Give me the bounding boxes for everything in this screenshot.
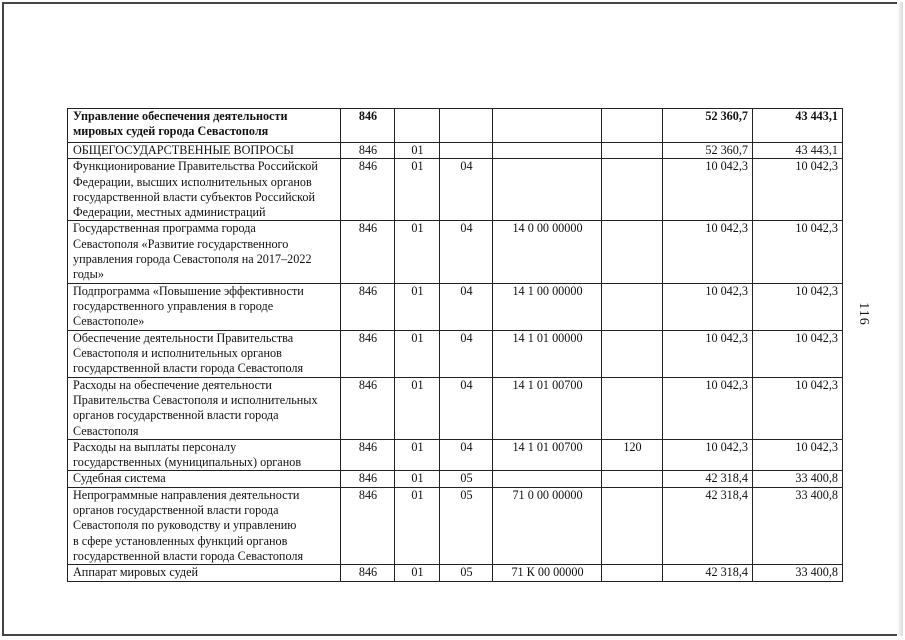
- expense-type-cell: [602, 330, 663, 377]
- code-cell: 846: [341, 109, 395, 143]
- amount-2024-cell: 33 400,8: [753, 487, 843, 564]
- code-cell: 846: [341, 330, 395, 377]
- target-code-cell: 71 К 00 00000: [493, 565, 602, 582]
- section-cell: 01: [395, 330, 440, 377]
- code-cell: 846: [341, 143, 395, 159]
- amount-2023-cell: 52 360,7: [663, 143, 753, 159]
- row-name-cell: Обеспечение деятельности Правительства Севастополя и исполнительных органов государственной власти города Севастополя: [68, 330, 341, 377]
- code-cell: 846: [341, 565, 395, 582]
- amount-2023-cell: 42 318,4: [663, 471, 753, 487]
- table-row: [68, 330, 843, 377]
- subsection-cell: [440, 109, 493, 143]
- row-name-cell: Государственная программа города Севастополя «Развитие государственного управления города Севастополя на 2017–2022 годы»: [68, 221, 341, 283]
- subsection-cell: 04: [440, 221, 493, 283]
- budget-table-body: [68, 109, 843, 582]
- section-cell: 01: [395, 159, 440, 221]
- amount-2024-cell: 43 443,1: [753, 143, 843, 159]
- subsection-cell: 04: [440, 377, 493, 439]
- expense-type-cell: [602, 565, 663, 582]
- table-row: [68, 283, 843, 330]
- target-code-cell: 14 1 00 00000: [493, 283, 602, 330]
- expense-type-cell: [602, 221, 663, 283]
- subsection-cell: 05: [440, 487, 493, 564]
- expense-type-cell: 120: [602, 439, 663, 471]
- table-row: [68, 221, 843, 283]
- expense-type-cell: [602, 159, 663, 221]
- amount-2023-cell: 10 042,3: [663, 330, 753, 377]
- section-cell: 01: [395, 439, 440, 471]
- target-code-cell: [493, 143, 602, 159]
- section-cell: 01: [395, 377, 440, 439]
- expense-type-cell: [602, 487, 663, 564]
- target-code-cell: [493, 109, 602, 143]
- row-name-cell: Управление обеспечения деятельности мировых судей города Севастополя: [68, 109, 341, 143]
- target-code-cell: [493, 471, 602, 487]
- section-cell: 01: [395, 471, 440, 487]
- subsection-cell: 04: [440, 283, 493, 330]
- expense-type-cell: [602, 109, 663, 143]
- scan-edge-shadow: [897, 2, 903, 636]
- subsection-cell: 04: [440, 330, 493, 377]
- section-cell: 01: [395, 565, 440, 582]
- target-code-cell: 71 0 00 00000: [493, 487, 602, 564]
- code-cell: 846: [341, 439, 395, 471]
- code-cell: 846: [341, 471, 395, 487]
- table-row: [68, 143, 843, 159]
- expense-type-cell: [602, 143, 663, 159]
- section-cell: [395, 109, 440, 143]
- subsection-cell: 05: [440, 471, 493, 487]
- code-cell: 846: [341, 283, 395, 330]
- subsection-cell: 04: [440, 159, 493, 221]
- table-row: [68, 159, 843, 221]
- expense-type-cell: [602, 283, 663, 330]
- code-cell: 846: [341, 487, 395, 564]
- expense-type-cell: [602, 471, 663, 487]
- row-name-cell: Функционирование Правительства Российской Федерации, высших исполнительных органов государственной власти субъектов Российской Федерации, местных администраций: [68, 159, 341, 221]
- amount-2023-cell: 42 318,4: [663, 487, 753, 564]
- amount-2023-cell: 52 360,7: [663, 109, 753, 143]
- amount-2024-cell: 10 042,3: [753, 221, 843, 283]
- section-cell: 01: [395, 143, 440, 159]
- amount-2024-cell: 10 042,3: [753, 283, 843, 330]
- amount-2023-cell: 42 318,4: [663, 565, 753, 582]
- subsection-cell: 05: [440, 565, 493, 582]
- target-code-cell: 14 1 01 00700: [493, 377, 602, 439]
- row-name-cell: Расходы на выплаты персоналу государственных (муниципальных) органов: [68, 439, 341, 471]
- amount-2024-cell: 43 443,1: [753, 109, 843, 143]
- target-code-cell: 14 1 01 00700: [493, 439, 602, 471]
- amount-2023-cell: 10 042,3: [663, 439, 753, 471]
- table-row: [68, 377, 843, 439]
- amount-2023-cell: 10 042,3: [663, 377, 753, 439]
- target-code-cell: 14 1 01 00000: [493, 330, 602, 377]
- amount-2024-cell: 10 042,3: [753, 159, 843, 221]
- row-name-cell: Аппарат мировых судей: [68, 565, 341, 582]
- table-row: [68, 471, 843, 487]
- row-name-cell: Непрограммные направления деятельности органов государственной власти города Севастополя по руководству и управлению в сфере установленных функций органов государственной власти города Севастополя: [68, 487, 341, 564]
- subsection-cell: 04: [440, 439, 493, 471]
- section-cell: 01: [395, 487, 440, 564]
- amount-2024-cell: 10 042,3: [753, 439, 843, 471]
- subsection-cell: [440, 143, 493, 159]
- table-row: [68, 487, 843, 564]
- code-cell: 846: [341, 221, 395, 283]
- amount-2024-cell: 10 042,3: [753, 330, 843, 377]
- code-cell: 846: [341, 377, 395, 439]
- row-name-cell: Судебная система: [68, 471, 341, 487]
- table-row: [68, 565, 843, 582]
- target-code-cell: 14 0 00 00000: [493, 221, 602, 283]
- amount-2023-cell: 10 042,3: [663, 159, 753, 221]
- row-name-cell: ОБЩЕГОСУДАРСТВЕННЫЕ ВОПРОСЫ: [68, 143, 341, 159]
- table-row: [68, 109, 843, 143]
- row-name-cell: Расходы на обеспечение деятельности Правительства Севастополя и исполнительных органов государственной власти города Севастополя: [68, 377, 341, 439]
- amount-2023-cell: 10 042,3: [663, 283, 753, 330]
- amount-2024-cell: 33 400,8: [753, 471, 843, 487]
- amount-2023-cell: 10 042,3: [663, 221, 753, 283]
- budget-table: [67, 108, 843, 582]
- section-cell: 01: [395, 221, 440, 283]
- section-cell: 01: [395, 283, 440, 330]
- target-code-cell: [493, 159, 602, 221]
- table-row: [68, 439, 843, 471]
- amount-2024-cell: 33 400,8: [753, 565, 843, 582]
- expense-type-cell: [602, 377, 663, 439]
- page-number: 116: [856, 302, 871, 326]
- amount-2024-cell: 10 042,3: [753, 377, 843, 439]
- code-cell: 846: [341, 159, 395, 221]
- row-name-cell: Подпрограмма «Повышение эффективности государственного управления в городе Севастополе»: [68, 283, 341, 330]
